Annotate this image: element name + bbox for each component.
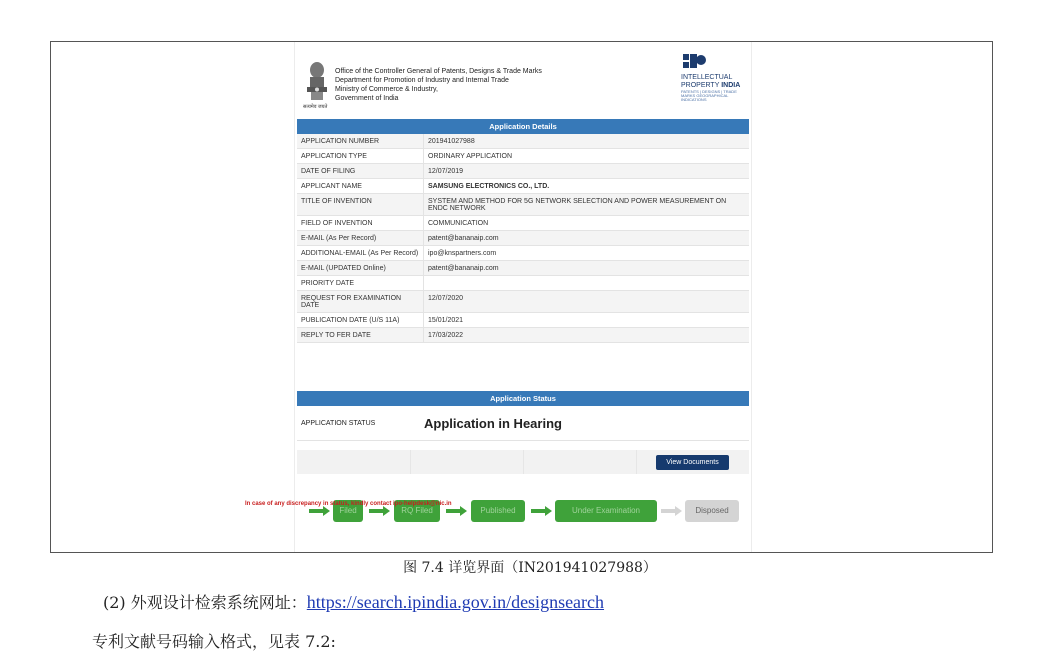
- details-value: ipo@knspartners.com: [428, 250, 497, 257]
- application-panel: [294, 42, 752, 552]
- site-header: [295, 42, 751, 118]
- details-label: FIELD OF INVENTION: [297, 216, 424, 230]
- arrow-right-icon: [369, 506, 391, 516]
- arrow-right-icon: [531, 506, 553, 516]
- details-value: 17/03/2022: [428, 332, 464, 339]
- flow-step-rq-filed: RQ Filed: [394, 500, 440, 522]
- empty-cell: [523, 450, 637, 474]
- details-label: ADDITIONAL-EMAIL (As Per Record): [297, 246, 424, 260]
- details-label: E-MAIL (UPDATED Online): [297, 261, 424, 275]
- details-label: DATE OF FILING: [297, 164, 424, 178]
- details-row: [297, 291, 749, 313]
- application-status-header: Application Status: [297, 391, 749, 406]
- details-value: 12/07/2019: [428, 168, 464, 175]
- details-row: [297, 328, 749, 343]
- details-row: [297, 194, 749, 216]
- paragraph-design-search: (2) 外观设计检索系统网址：https://search.ipindia.gov.in/designsearch: [103, 592, 605, 612]
- details-row: [297, 179, 749, 194]
- details-row: [297, 246, 749, 261]
- status-value: Application in Hearing: [424, 416, 562, 431]
- details-label: APPLICATION NUMBER: [297, 134, 424, 148]
- details-label: PRIORITY DATE: [297, 276, 424, 290]
- office-name: Office of the Controller General of Patents, Designs & Trade Marks Department for Promotion of Industry and Internal Trade Ministry of Commerce & Industry, Government of India: [335, 68, 542, 102]
- details-label: TITLE OF INVENTION: [297, 194, 424, 215]
- empty-cell: [297, 450, 411, 474]
- ip-india-logo-text: INTELLECTUAL PROPERTY INDIA PATENTS | DESIGNS | TRADE MARKS GEOGRAPHICAL INDICATIONS: [681, 74, 741, 102]
- documents-row: [297, 450, 749, 474]
- status-row: [297, 407, 749, 441]
- details-row: [297, 313, 749, 328]
- details-value: 15/01/2021: [428, 317, 464, 324]
- details-row: [297, 261, 749, 276]
- discrepancy-notice: In case of any discrepancy in status, kindly contact ipo-helpdesk@nic.in: [245, 501, 452, 507]
- details-value: 12/07/2020: [428, 295, 464, 302]
- details-row: [297, 276, 749, 291]
- flow-step-under-examination: Under Examination: [555, 500, 657, 522]
- application-details-header: Application Details: [297, 119, 749, 134]
- details-row: [297, 216, 749, 231]
- details-label: APPLICATION TYPE: [297, 149, 424, 163]
- arrow-right-icon: [446, 506, 468, 516]
- details-table: [297, 134, 749, 343]
- empty-cell: [410, 450, 524, 474]
- details-label: APPLICANT NAME: [297, 179, 424, 193]
- details-value: SYSTEM AND METHOD FOR 5G NETWORK SELECTION AND POWER MEASUREMENT ON ENDC NETWORK: [428, 198, 727, 212]
- national-emblem-icon: [303, 60, 331, 110]
- details-value: 201941027988: [428, 138, 475, 145]
- figure-frame: [50, 41, 993, 553]
- details-value: patent@bananaip.com: [428, 265, 499, 272]
- details-value: patent@bananaip.com: [428, 235, 499, 242]
- details-row: [297, 149, 749, 164]
- details-label: REQUEST FOR EXAMINATION DATE: [297, 291, 424, 312]
- paragraph-format: 专利文献号码输入格式，见表 7.2:: [92, 632, 336, 651]
- flow-step-filed: Filed: [333, 500, 363, 522]
- details-row: [297, 231, 749, 246]
- details-value: SAMSUNG ELECTRONICS CO., LTD.: [428, 183, 550, 190]
- emblem-motto: सत्यमेव जयते: [303, 104, 328, 110]
- details-value: COMMUNICATION: [428, 220, 489, 227]
- details-row: [297, 134, 749, 149]
- view-documents-button[interactable]: View Documents: [656, 455, 729, 470]
- flow-step-published: Published: [471, 500, 525, 522]
- details-row: [297, 164, 749, 179]
- arrow-right-icon: [309, 506, 331, 516]
- details-value: [424, 276, 749, 290]
- flow-step-disposed: Disposed: [685, 500, 739, 522]
- design-search-link[interactable]: https://search.ipindia.gov.in/designsearch: [306, 592, 605, 612]
- details-label: E-MAIL (As Per Record): [297, 231, 424, 245]
- details-label: REPLY TO FER DATE: [297, 328, 424, 342]
- details-value: ORDINARY APPLICATION: [428, 153, 513, 160]
- details-label: PUBLICATION DATE (U/S 11A): [297, 313, 424, 327]
- status-label: APPLICATION STATUS: [301, 420, 376, 427]
- figure-caption: 图 7.4 详览界面（IN201941027988）: [403, 560, 657, 576]
- arrow-right-icon: [661, 506, 683, 516]
